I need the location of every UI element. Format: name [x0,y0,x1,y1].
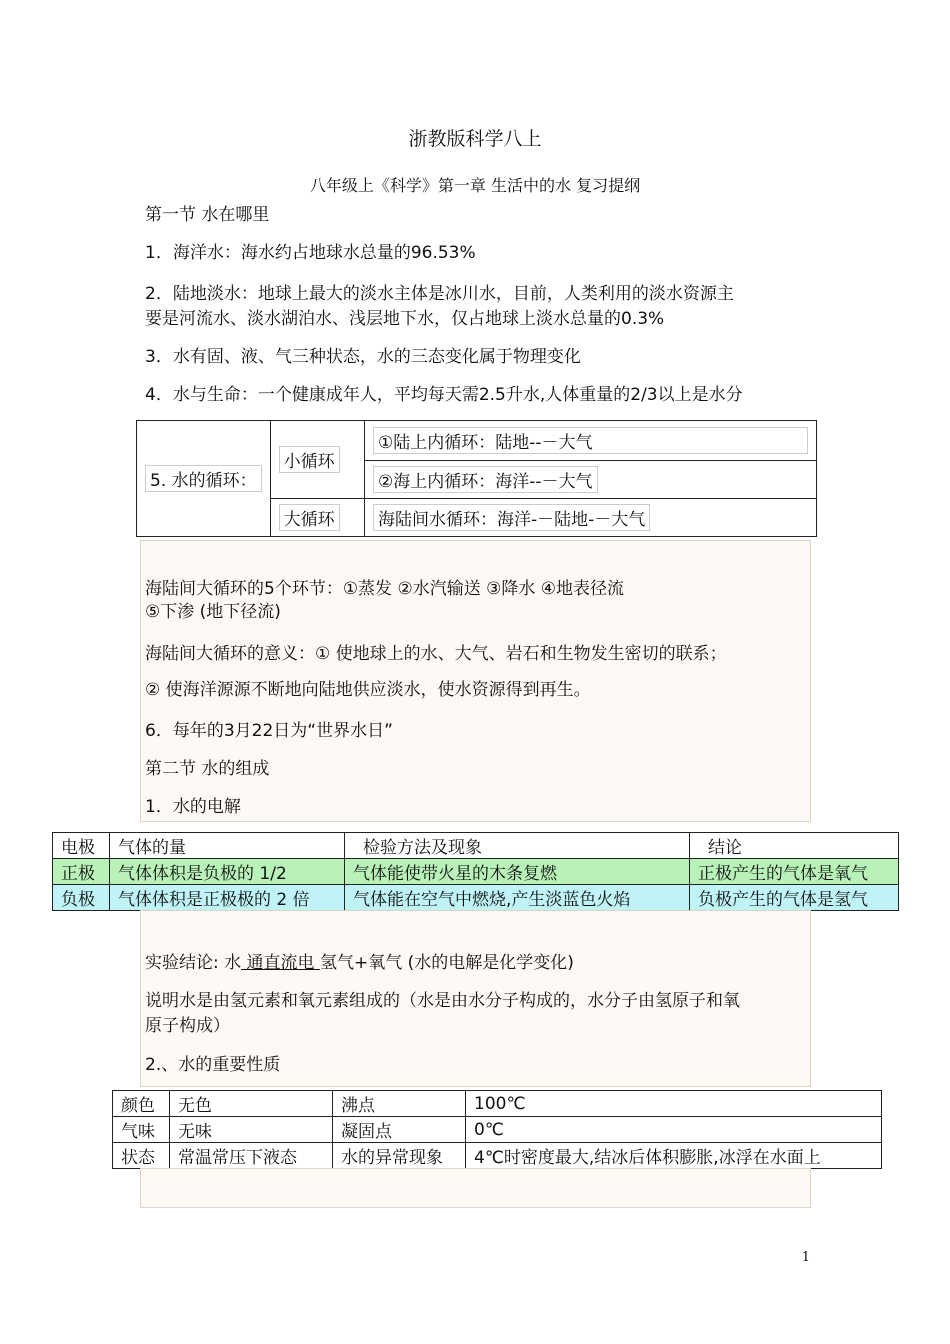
electrolysis-table [52,832,899,911]
section2-heading: 第二节 水的组成 [145,759,270,779]
composition-explain-line1: 说明水是由氢元素和氧元素组成的（水是由水分子构成的，水分子由氢原子和氧 [145,991,740,1011]
table-cell: 颜色 [113,1091,170,1117]
water-cycle-label: 5. 水的循环： [145,465,262,492]
table-cell: 气体能使带火星的木条复燃 [345,859,690,885]
big-cycle-content-cell [365,499,817,537]
conclusion-prefix: 实验结论: 水 [145,953,242,973]
experiment-conclusion [145,952,574,974]
table-cell: 气体体积是正极极的 2 倍 [110,885,345,911]
table-cell: 水的异常现象 [333,1143,466,1169]
small-cycle-sea: ②海上内循环：海洋--－大气 [373,466,598,493]
small-cycle-land: ①陆上内循环：陆地--－大气 [373,427,808,454]
small-cycle-land-cell [365,421,817,461]
conclusion-suffix: 氢气+氧气 (水的电解是化学变化) [319,953,574,973]
small-cycle-cell [270,421,364,499]
table-cell: 正极 [53,859,110,885]
table-cell: 凝固点 [333,1117,466,1143]
page-number: 1 [801,1250,810,1265]
cycle-steps-line1: 海陆间大循环的5个环节：①蒸发 ②水汽输送 ③降水 ④地表径流 [145,579,624,599]
water-cycle-table [136,420,817,537]
table-cell: 无味 [170,1117,333,1143]
notes-panel-3 [140,1168,811,1208]
table-cell: 负极 [53,885,110,911]
small-cycle-label: 小循环 [279,446,340,473]
table-cell: 气体能在空气中燃烧,产生淡蓝色火焰 [345,885,690,911]
conclusion-condition: 通直流电 [241,953,320,973]
cycle-steps-line2: ⑤下渗 (地下径流) [145,602,281,622]
cycle-meaning-line1: 海陆间大循环的意义：① 使地球上的水、大气、岩石和生物发生密切的联系； [145,644,727,664]
electrolysis-header-gas-amount: 气体的量 [110,833,345,859]
table-cell: 4℃时密度最大,结冰后体积膨胀,冰浮在水面上 [466,1143,882,1169]
table-cell: 负极产生的气体是氢气 [690,885,899,911]
big-cycle-cell [270,499,364,537]
big-cycle-content: 海陆间水循环：海洋-－陆地-－大气 [373,504,650,531]
electrolysis-header-conclusion: 结论 [690,833,899,859]
section1-heading: 第一节 水在哪里 [145,205,270,225]
electrolysis-row-positive [53,859,899,885]
electrolysis-header-electrode: 电极 [53,833,110,859]
composition-explain-line2: 原子构成） [145,1016,230,1036]
small-cycle-sea-cell [365,461,817,499]
cycle-meaning-line2: ② 使海洋源源不断地向陆地供应淡水，使水资源得到再生。 [145,680,591,700]
section1-item2-line1: 2．陆地淡水：地球上最大的淡水主体是冰川水，目前，人类利用的淡水资源主 [145,284,734,304]
electrolysis-header-test: 检验方法及现象 [345,833,690,859]
water-cycle-label-cell [137,421,271,537]
section1-item3: 3．水有固、液、气三种状态，水的三态变化属于物理变化 [145,347,581,367]
table-cell: 状态 [113,1143,170,1169]
table-cell: 正极产生的气体是氧气 [690,859,899,885]
section2-item2: 2.、水的重要性质 [145,1055,281,1075]
big-cycle-label: 大循环 [279,504,340,531]
electrolysis-row-negative [53,885,899,911]
document-subtitle: 八年级上《科学》第一章 生活中的水 复习提纲 [309,176,641,195]
water-properties-table [112,1090,882,1169]
table-cell: 0℃ [466,1117,882,1143]
section1-item1: 1．海洋水：海水约占地球水总量的96.53% [145,243,476,263]
table-cell: 沸点 [333,1091,466,1117]
table-cell: 100℃ [466,1091,882,1117]
section1-item4: 4．水与生命：一个健康成年人，平均每天需2.5升水,人体重量的2/3以上是水分 [145,385,743,405]
section1-item2-line2: 要是河流水、淡水湖泊水、浅层地下水，仅占地球上淡水总量的0.3% [145,309,665,329]
table-cell: 气味 [113,1117,170,1143]
world-water-day: 6．每年的3月22日为“世界水日” [145,721,393,741]
document-title: 浙教版科学八上 [408,128,542,150]
section2-item1: 1．水的电解 [145,797,241,817]
table-cell: 气体体积是负极的 1/2 [110,859,345,885]
table-cell: 常温常压下液态 [170,1143,333,1169]
table-cell: 无色 [170,1091,333,1117]
